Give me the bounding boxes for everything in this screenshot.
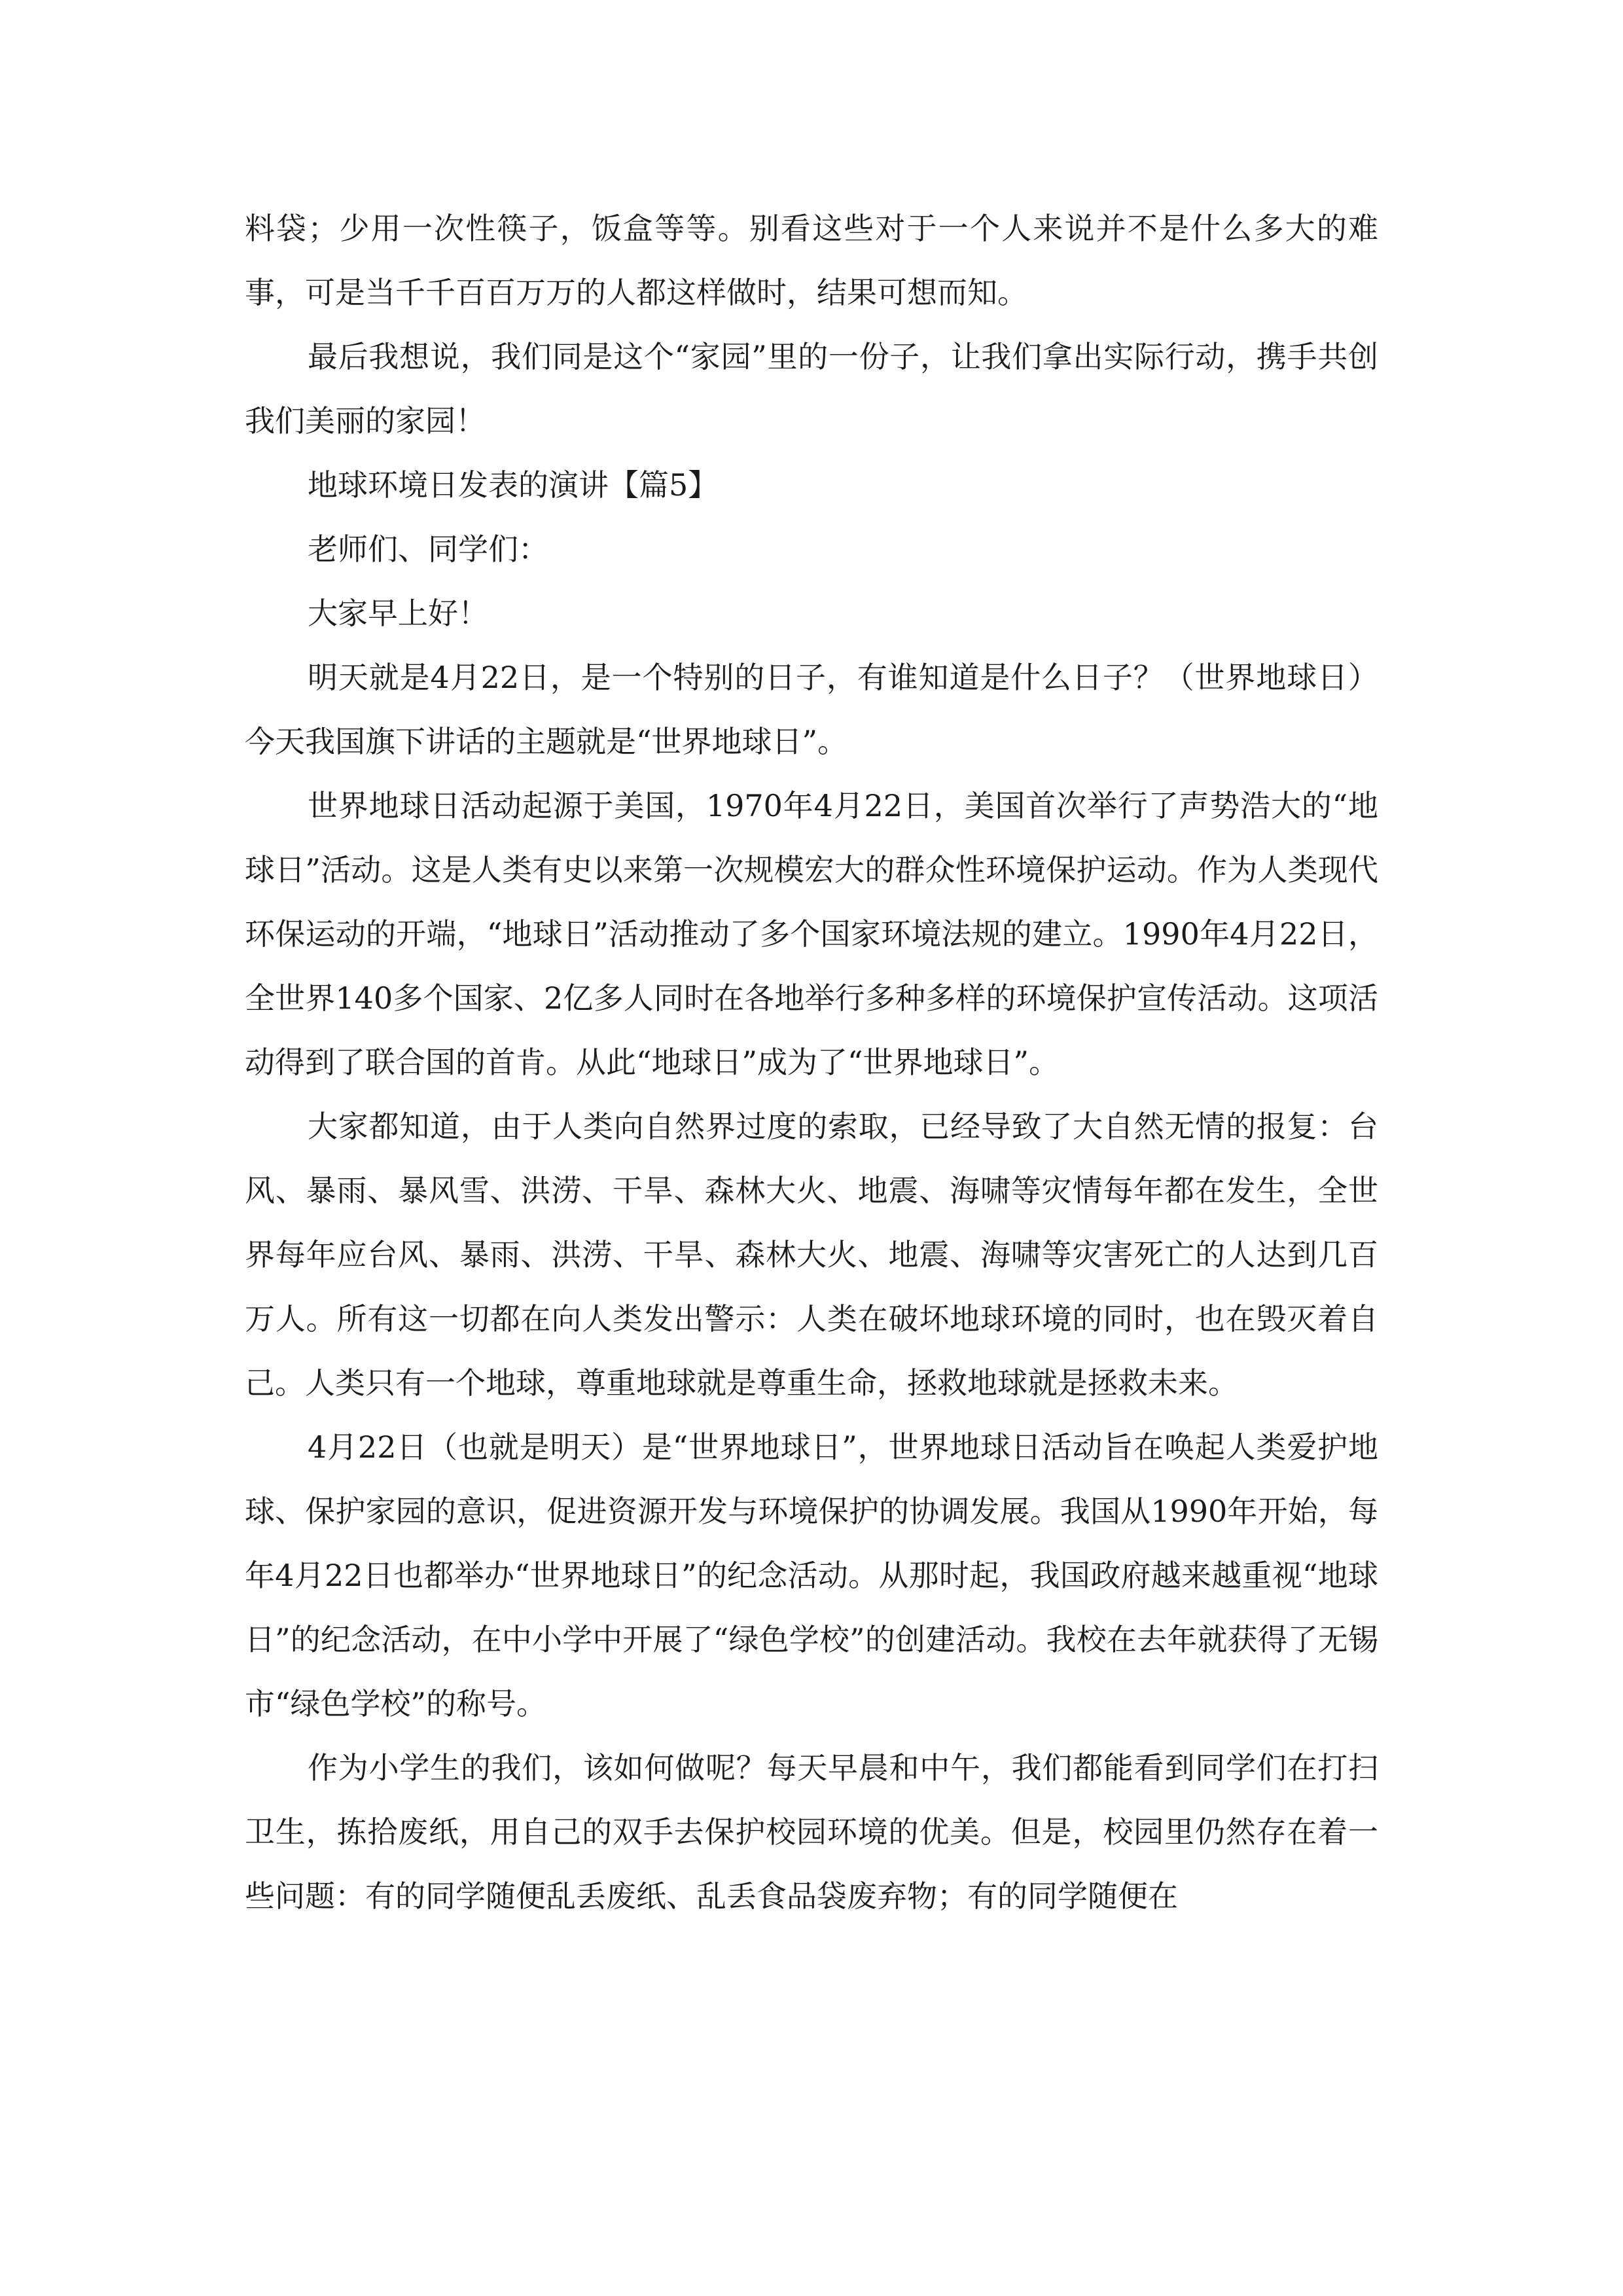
document-body: [245, 196, 1378, 1928]
paragraph: 料袋；少用一次性筷子，饭盒等等。别看这些对于一个人来说并不是什么多大的难事，可是当千千百百万万的人都这样做时，结果可想而知。: [245, 211, 1378, 310]
salutation: 老师们、同学们：: [308, 531, 548, 567]
greeting: 大家早上好！: [308, 596, 488, 631]
paragraph: 4月22日（也就是明天）是“世界地球日”，世界地球日活动旨在唤起人类爱护地球、保护家园的意识，促进资源开发与环境保护的协调发展。我国从1990年开始，每年4月22日也都举办“世界地球日”的纪念活动。从那时起，我国政府越来越重视“地球日”的纪念活动，在中小学中开展了“绿色学校”的创建活动。我校在去年就获得了无锡市“绿色学校”的称号。: [245, 1429, 1378, 1721]
paragraph: 作为小学生的我们，该如何做呢？每天早晨和中午，我们都能看到同学们在打扫卫生，拣拾废纸，用自己的双手去保护校园环境的优美。但是，校园里仍然存在着一些问题：有的同学随便乱丢废纸、乱丢食品袋废弃物；有的同学随便在: [245, 1750, 1378, 1914]
section-heading: 地球环境日发表的演讲【篇5】: [308, 467, 719, 503]
paragraph: 世界地球日活动起源于美国，1970年4月22日，美国首次举行了声势浩大的“地球日”活动。这是人类有史以来第一次规模宏大的群众性环境保护运动。作为人类现代环保运动的开端，“地球日”活动推动了多个国家环境法规的建立。1990年4月22日，全世界140多个国家、2亿多人同时在各地举行多种多样的环境保护宣传活动。这项活动得到了联合国的首肯。从此“地球日”成为了“世界地球日”。: [245, 788, 1378, 1080]
paragraph: 明天就是4月22日，是一个特别的日子，有谁知道是什么日子？（世界地球日）今天我国旗下讲话的主题就是“世界地球日”。: [245, 660, 1378, 759]
paragraph: 大家都知道，由于人类向自然界过度的索取，已经导致了大自然无情的报复：台风、暴雨、暴风雪、洪涝、干旱、森林大火、地震、海啸等灾情每年都在发生，全世界每年应台风、暴雨、洪涝、干旱、森林大火、地震、海啸等灾害死亡的人达到几百万人。所有这一切都在向人类发出警示：人类在破坏地球环境的同时，也在毁灭着自己。人类只有一个地球，尊重地球就是尊重生命，拯救地球就是拯救未来。: [245, 1109, 1378, 1401]
paragraph: 最后我想说，我们同是这个“家园”里的一份子，让我们拿出实际行动，携手共创我们美丽的家园！: [245, 339, 1378, 439]
